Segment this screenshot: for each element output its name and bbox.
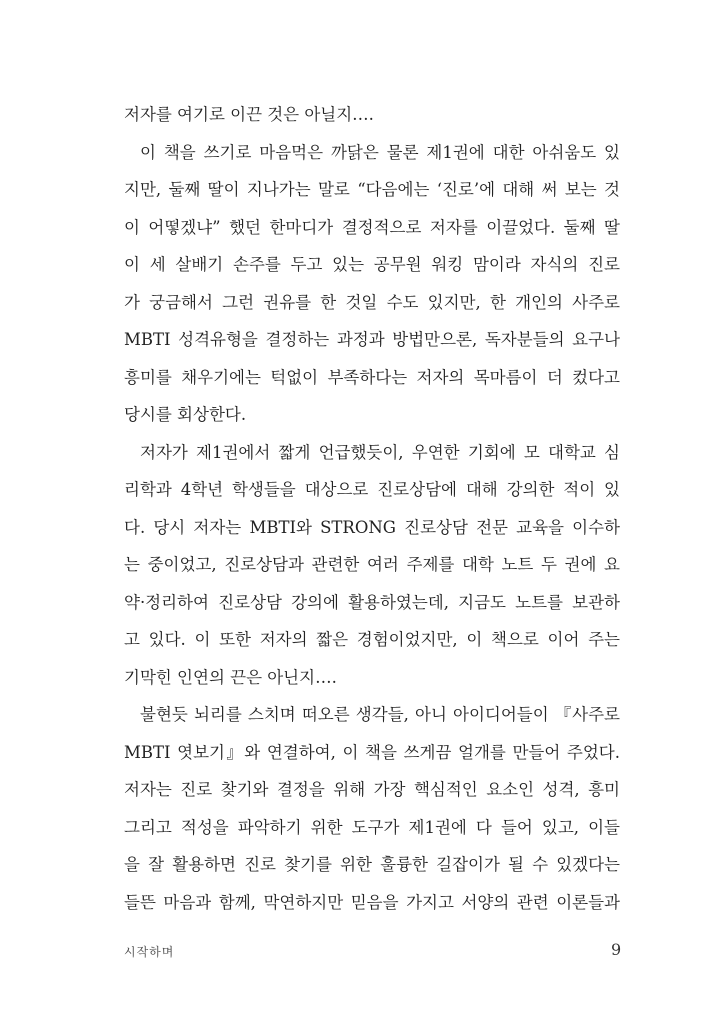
- text-line: 저자를 여기로 이끈 것은 아닐지….: [124, 105, 374, 124]
- text-line: 는 중이었고, 진로상담과 관련한 여러 주제를 대학 노트 두 권에 요: [124, 555, 620, 574]
- text-line: 흥미를 채우기에는 턱없이 부족하다는 저자의 목마름이 더 컸다고: [124, 367, 620, 387]
- text-line: 들뜬 마음과 함께, 막연하지만 믿음을 가지고 서양의 관련 이론들과: [124, 892, 620, 912]
- text-line: MBTI 성격유형을 결정하는 과정과 방법만으론, 독자분들의 요구나: [124, 330, 620, 349]
- text-line: 당시를 회상한다.: [124, 405, 247, 424]
- text-line: 기막힌 인연의 끈은 아닌지….: [124, 667, 337, 687]
- text-line: 지만, 둘째 딸이 지나가는 말로 “다음에는 ‘진로’에 대해 써 보는 것: [124, 180, 620, 199]
- text-line: 다. 당시 저자는 MBTI와 STRONG 진로상담 전문 교육을 이수하: [124, 517, 620, 537]
- text-line: 고 있다. 이 또한 저자의 짧은 경험이었지만, 이 책으로 이어 주는: [124, 630, 620, 649]
- text-line: 을 잘 활용하면 진로 찾기를 위한 훌륭한 길잡이가 될 수 있겠다는: [124, 855, 620, 874]
- page-number: 9: [611, 940, 622, 959]
- text-line: 저자가 제1권에서 짧게 언급했듯이, 우연한 기회에 모 대학교 심: [140, 442, 620, 462]
- text-line: 저자는 진로 찾기와 결정을 위해 가장 핵심적인 요소인 성격, 흥미: [124, 780, 620, 799]
- text-line: 리학과 4학년 학생들을 대상으로 진로상담에 대해 강의한 적이 있: [124, 480, 620, 499]
- text-line: 이 책을 쓰기로 마음먹은 까닭은 물론 제1권에 대한 아쉬움도 있: [140, 142, 620, 162]
- running-footer-section-title: 시작하며: [124, 945, 175, 959]
- text-line: 이 세 살배기 손주를 두고 있는 공무원 워킹 맘이라 자식의 진로: [124, 255, 620, 274]
- text-line: 이 어떻겠냐” 했던 한마디가 결정적으로 저자를 이끌었다. 둘째 딸: [124, 217, 620, 237]
- text-line: MBTI 엿보기』와 연결하여, 이 책을 쓰게끔 얼개를 만들어 주었다.: [124, 742, 620, 762]
- body-text: [124, 96, 620, 921]
- text-line: 가 궁금해서 그런 권유를 한 것일 수도 있지만, 한 개인의 사주로: [124, 292, 620, 312]
- text-line: 약·정리하여 진로상담 강의에 활용하였는데, 지금도 노트를 보관하: [124, 592, 620, 612]
- text-line: 그리고 적성을 파악하기 위한 도구가 제1권에 다 들어 있고, 이들: [124, 817, 620, 837]
- text-line: 불현듯 뇌리를 스치며 떠오른 생각들, 아니 아이디어들이 『사주로: [140, 705, 620, 724]
